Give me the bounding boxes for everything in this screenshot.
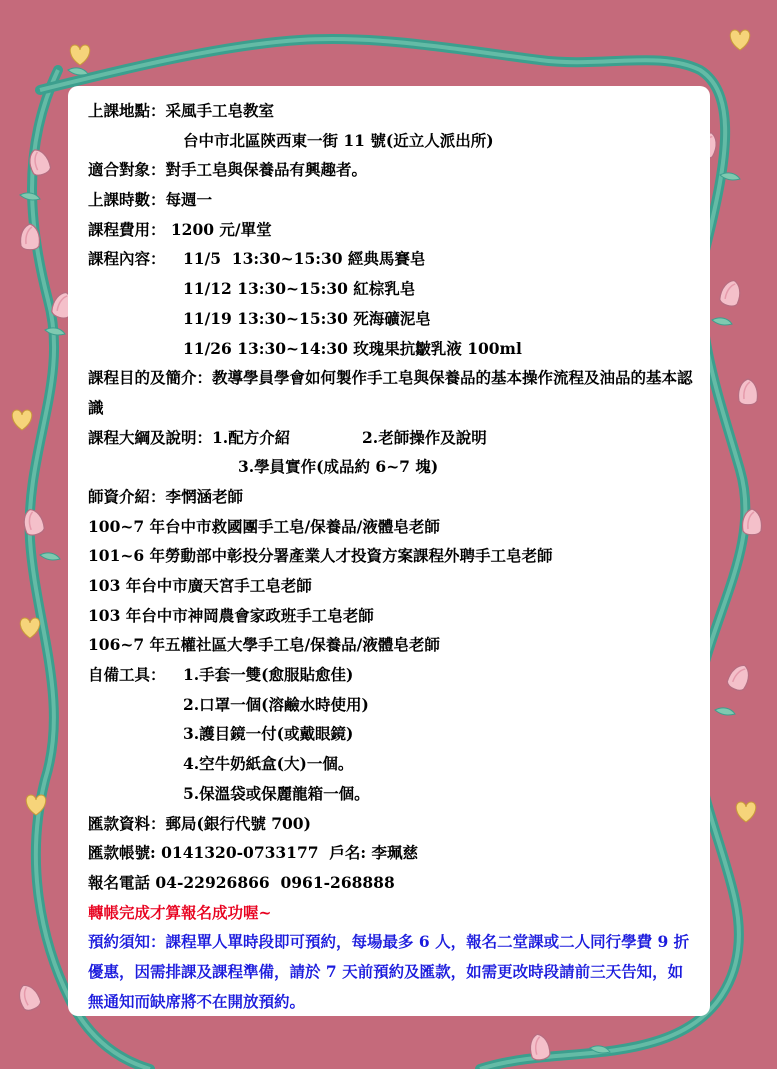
session-item: 11/26 13:30~14:30 玫瑰果抗皺乳液 100ml bbox=[183, 338, 522, 358]
outline-item: 3.學員實作(成品約 6~7 塊) bbox=[238, 457, 439, 477]
content-label: 課程內容： bbox=[88, 249, 166, 269]
tool-item: 2.口罩一個(溶鹼水時使用) bbox=[183, 694, 369, 714]
teacher-intro: 師資介紹：李惘涵老師 bbox=[88, 486, 244, 506]
teacher-history-item: 106~7 年五權社區大學手工皂/保養品/液體皂老師 bbox=[88, 635, 440, 655]
outline-line bbox=[88, 423, 693, 453]
frequency-line: 上課時數：每週一 bbox=[88, 190, 213, 210]
tools-label: 自備工具： bbox=[88, 665, 166, 685]
fee-line: 課程費用： 1200 元/單堂 bbox=[88, 219, 272, 239]
payment-account: 匯款帳號: 0141320-0733177 戶名: 李珮慈 bbox=[88, 843, 418, 863]
tool-item: 4.空牛奶紙盒(大)一個。 bbox=[183, 754, 354, 774]
location-label: 上課地點： bbox=[88, 101, 166, 120]
course-info bbox=[88, 96, 693, 1016]
teacher-history-item: 103 年台中市神岡農會家政班手工皂老師 bbox=[88, 605, 374, 625]
session-item: 11/5 13:30~15:30 經典馬賽皂 bbox=[183, 249, 426, 269]
payment-info: 匯款資料：郵局(銀行代號 700) bbox=[88, 813, 311, 833]
session-item: 11/12 13:30~15:30 紅棕乳皂 bbox=[183, 279, 416, 299]
signup-phone: 報名電話 04-22926866 0961-268888 bbox=[88, 872, 395, 892]
teacher-history-item: 101~6 年勞動部中彰投分署產業人才投資方案課程外聘手工皂老師 bbox=[88, 546, 553, 566]
location-line bbox=[88, 96, 693, 126]
tool-item: 5.保溫袋或保麗龍箱一個。 bbox=[183, 783, 370, 803]
outline-item: 2.老師操作及說明 bbox=[362, 427, 487, 447]
booking-notice: 預約須知：課程單人單時段即可預約，每場最多 6 人，報名二堂課或二人同行學費 9 折優惠，因需排課及課程準備，請於 7 天前預約及匯款，如需更改時段請前三天告知，如無通知而缺席將不在開放預約。 bbox=[88, 932, 690, 1011]
location-name: 采風手工皂教室 bbox=[165, 101, 275, 120]
outline-item: 1.配方介紹 bbox=[212, 427, 291, 447]
teacher-history-item: 103 年台中市廣天宮手工皂老師 bbox=[88, 576, 312, 596]
content-line bbox=[88, 244, 693, 274]
location-address: 台中市北區陝西東一街 11 號(近立人派出所) bbox=[183, 130, 494, 150]
audience-line: 適合對象：對手工皂與保養品有興趣者。 bbox=[88, 160, 368, 180]
teacher-history-item: 100~7 年台中市救國團手工皂/保養品/液體皂老師 bbox=[88, 516, 440, 536]
session-item: 11/19 13:30~15:30 死海礦泥皂 bbox=[183, 308, 431, 328]
transfer-notice: 轉帳完成才算報名成功喔~ bbox=[88, 902, 272, 922]
tool-item: 1.手套一雙(愈服貼愈佳) bbox=[183, 665, 354, 685]
outline-label: 課程大綱及說明： bbox=[88, 427, 213, 447]
tool-item: 3.護目鏡一付(或戴眼鏡) bbox=[183, 724, 354, 744]
tools-line bbox=[88, 660, 693, 690]
purpose-text: 課程目的及簡介：教導學員學會如何製作手工皂與保養品的基本操作流程及油品的基本認識 bbox=[88, 368, 693, 417]
